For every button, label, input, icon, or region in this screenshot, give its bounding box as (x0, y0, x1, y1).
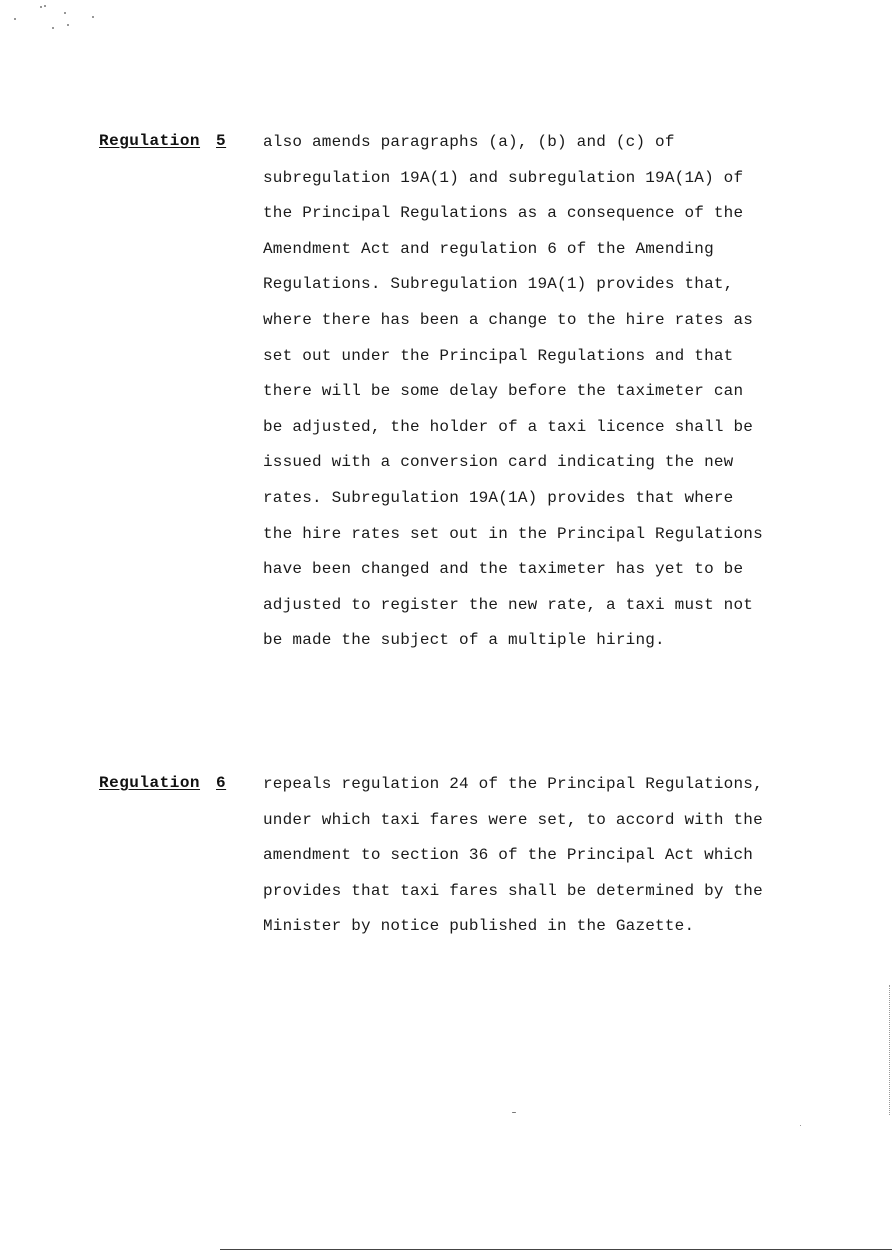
regulation-5-line: Amendment Act and regulation 6 of the Amending (263, 239, 714, 258)
regulation-5-line: issued with a conversion card indicating the new (263, 453, 734, 472)
regulation-5-body (263, 132, 823, 666)
scan-speck (800, 1125, 801, 1126)
regulation-5-line: Regulations. Subregulation 19A(1) provides that, (263, 275, 734, 294)
regulation-6-line: provides that taxi fares shall be determined by the (263, 881, 763, 900)
regulation-5-line: there will be some delay before the taximeter can (263, 382, 744, 401)
regulation-5-line: be adjusted, the holder of a taxi licence shall be (263, 417, 754, 436)
regulation-5-line: have been changed and the taximeter has yet to be (263, 560, 744, 579)
regulation-5-line: adjusted to register the new rate, a taxi must not (263, 595, 754, 614)
regulation-5-line: also amends paragraphs (a), (b) and (c) of (263, 133, 675, 151)
scan-speck (92, 16, 94, 18)
regulation-6-number: 6 (216, 774, 227, 792)
regulation-6-line: amendment to section 36 of the Principal Act which (263, 846, 754, 865)
scan-speck (512, 1112, 516, 1113)
regulation-6-heading (99, 774, 226, 792)
regulation-5-line: where there has been a change to the hire rates as (263, 310, 754, 329)
scan-edge-line (889, 985, 890, 1115)
scan-speck (64, 12, 66, 14)
scan-speck (52, 27, 54, 29)
regulation-5-line: set out under the Principal Regulations and that (263, 346, 734, 365)
scan-speck (14, 18, 16, 20)
regulation-6-heading-label: Regulation (99, 774, 201, 792)
regulation-5-heading-label: Regulation (99, 132, 201, 150)
scan-speck (40, 6, 42, 8)
scan-speck (44, 5, 46, 7)
regulation-5-heading (99, 132, 226, 150)
regulation-6-line: under which taxi fares were set, to accord with the (263, 810, 763, 829)
regulation-5-line: the Principal Regulations as a consequence of the (263, 204, 744, 223)
regulation-5-line: be made the subject of a multiple hiring. (263, 631, 665, 650)
regulation-5-line: subregulation 19A(1) and subregulation 19A(1A) of (263, 168, 744, 187)
regulation-5-line: rates. Subregulation 19A(1A) provides that where (263, 488, 734, 507)
page-bottom-edge (220, 1249, 892, 1250)
scan-speck (67, 24, 69, 26)
regulation-5-line: the hire rates set out in the Principal Regulations (263, 524, 763, 543)
regulation-6-line: repeals regulation 24 of the Principal Regulations, (263, 775, 763, 793)
regulation-5-number: 5 (216, 132, 227, 150)
regulation-6-body (263, 774, 823, 952)
regulation-6-line: Minister by notice published in the Gazette. (263, 917, 695, 936)
